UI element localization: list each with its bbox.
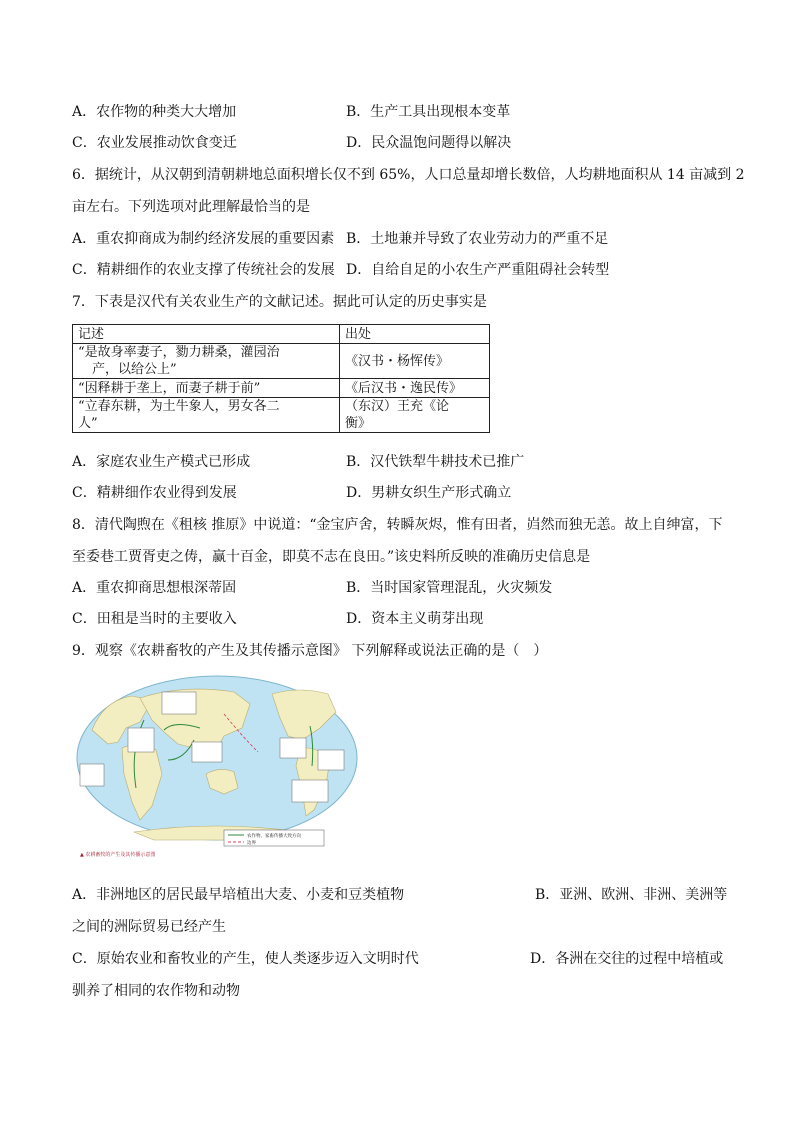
region-label-box <box>318 750 344 770</box>
q8-option-a: A．重农抑商思想根深蒂固 <box>72 580 237 596</box>
record-2: “因释耕于垄上，而妻子耕于前” <box>73 379 340 398</box>
q5-option-a: A．农作物的种类大大增加 <box>72 104 237 120</box>
q9-option-b-part1: B．亚洲、欧洲、非洲、美洲等 <box>535 887 728 903</box>
q5-option-d: D．民众温饱问题得以解决 <box>346 135 512 151</box>
q6-stem-line1: 6．据统计，从汉朝到清朝耕地总面积增长仅不到 65%，人口总量却增长数倍，人均耕地面积从 14 亩减到 2 <box>72 167 745 183</box>
record-1-line2: 产，以给公上” <box>92 362 177 377</box>
q8-stem-line1: 8．清代陶煦在《租核 推原》中说道：“金宝庐舍，转瞬灰烬，惟有田者，岿然而独无恙。故上自绅富，下 <box>72 517 723 533</box>
legend-boundary-label: 边界 <box>247 841 256 846</box>
map-caption: ▲ 农耕畜牧的产生及其传播示意图 <box>80 852 156 858</box>
table-row <box>73 379 490 398</box>
legend-route-label: 农作物、家畜传播大致方向 <box>247 834 301 839</box>
table-row <box>73 344 490 379</box>
q6-option-b: B．土地兼并导致了农业劳动力的严重不足 <box>346 231 609 247</box>
q6-stem-line2: 亩左右。下列选项对此理解最恰当的是 <box>72 199 310 215</box>
q6-option-d: D．自给自足的小农生产严重阻碍社会转型 <box>346 262 610 278</box>
q8-option-d: D．资本主义萌芽出现 <box>346 611 484 627</box>
region-label-box <box>192 742 222 762</box>
record-1-line1: “是故身率妻子，勠力耕桑，灌园治 <box>78 345 280 360</box>
table-row <box>73 398 490 433</box>
region-label-box <box>128 728 154 752</box>
q8-option-c: C．田租是当时的主要收入 <box>72 611 237 627</box>
q7-source-table <box>72 324 490 433</box>
region-label-box <box>280 738 306 758</box>
source-2: 《后汉书・逸民传》 <box>340 379 490 398</box>
source-3-line2: 衡》 <box>345 416 372 431</box>
q9-option-d-part1: D．各洲在交往的过程中培植或 <box>530 951 724 967</box>
q8-stem-line2: 至委巷工贾胥吏之俦，赢十百金，即莫不志在良田。”该史料所反映的准确历史信息是 <box>72 549 591 565</box>
q9-option-b-part2: 之间的洲际贸易已经产生 <box>72 919 226 935</box>
source-1: 《汉书・杨恽传》 <box>340 344 490 379</box>
region-label-box <box>80 764 104 786</box>
q9-stem: 9．观察《农耕畜牧的产生及其传播示意图》 下列解释或说法正确的是（ ） <box>72 643 548 659</box>
q6-option-a: A．重农抑商成为制约经济发展的重要因素 <box>72 231 335 247</box>
record-3-line1: “立春东耕，为土牛象人，男女各二 <box>78 399 280 414</box>
region-label-box <box>162 692 196 714</box>
table-header-source: 出处 <box>340 325 490 344</box>
q9-option-d-part2: 驯养了相同的农作物和动物 <box>72 983 240 999</box>
q7-option-a: A．家庭农业生产模式已形成 <box>72 454 251 470</box>
q7-option-b: B．汉代铁犁牛耕技术已推广 <box>346 454 525 470</box>
agriculture-spread-map <box>74 670 360 860</box>
q7-option-d: D．男耕女织生产形式确立 <box>346 485 512 501</box>
region-label-box <box>292 780 328 802</box>
q9-option-c: C．原始农业和畜牧业的产生，使人类逐步迈入文明时代 <box>72 951 419 967</box>
source-3-line1: （东汉）王充《论 <box>345 399 450 414</box>
record-3-line2: 人” <box>78 416 98 431</box>
q8-option-b: B．当时国家管理混乱，火灾频发 <box>346 580 553 596</box>
q5-option-b: B．生产工具出现根本变革 <box>346 104 511 120</box>
q9-option-a: A．非洲地区的居民最早培植出大麦、小麦和豆类植物 <box>72 887 405 903</box>
q7-stem: 7．下表是汉代有关农业生产的文献记述。据此可认定的历史事实是 <box>72 294 487 310</box>
q6-option-c: C．精耕细作的农业支撑了传统社会的发展 <box>72 262 335 278</box>
q7-option-c: C．精耕细作农业得到发展 <box>72 485 237 501</box>
q5-option-c: C．农业发展推动饮食变迁 <box>72 135 237 151</box>
table-header-record: 记述 <box>73 325 340 344</box>
